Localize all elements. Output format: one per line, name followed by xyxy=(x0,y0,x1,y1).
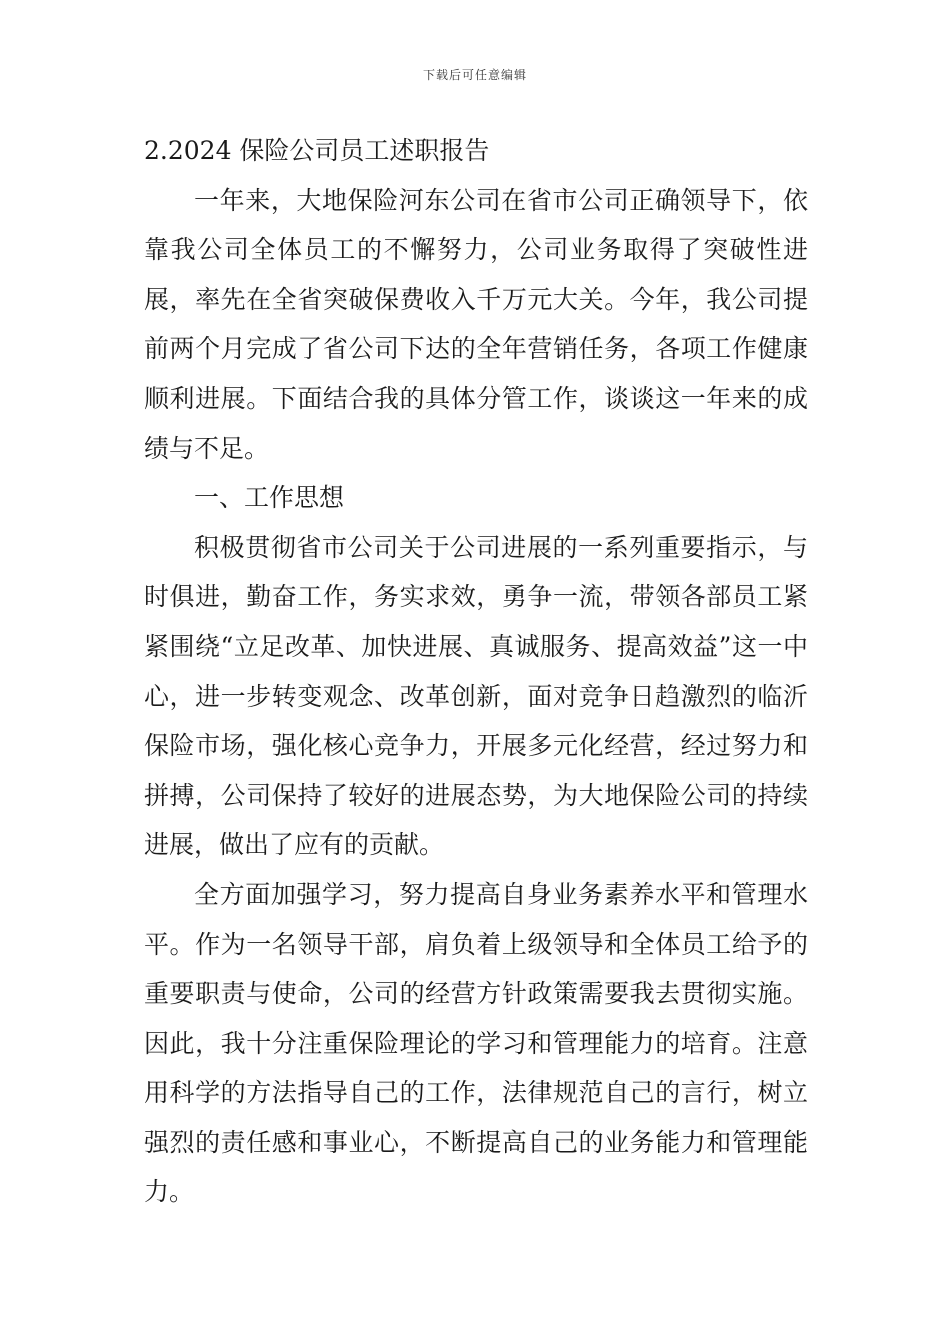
paragraph-intro: 一年来，大地保险河东公司在省市公司正确领导下，依靠我公司全体员工的不懈努力，公司业务取得了突破性进展，率先在全省突破保费收入千万元大关。今年，我公司提前两个月完成了省公司下达的全年营销任务，各项工作健康顺利进展。下面结合我的具体分管工作，谈谈这一年来的成绩与不足。 xyxy=(144,185,808,463)
section-heading-work-thinking: 一、工作思想 xyxy=(194,483,345,513)
paragraph-learning: 全方面加强学习，努力提高自身业务素养水平和管理水平。作为一名领导干部，肩负着上级领导和全体员工给予的重要职责与使命，公司的经营方针政策需要我去贯彻实施。因此，我十分注重保险理论的学习和管理能力的培育。注意用科学的方法指导自己的工作，法律规范自己的言行，树立强烈的责任感和事业心，不断提高自己的业务能力和管理能力。 xyxy=(144,879,808,1207)
page-header-note: 下载后可任意编辑 xyxy=(422,68,527,82)
document-title: 2.2024 保险公司员工述职报告 xyxy=(144,136,490,165)
document-body xyxy=(144,126,808,1217)
paragraph-work-thinking: 积极贯彻省市公司关于公司进展的一系列重要指示，与时俱进，勤奋工作，务实求效，勇争一流，带领各部员工紧紧围绕“立足改革、加快进展、真诚服务、提高效益”这一中心，进一步转变观念、改革创新，面对竞争日趋激烈的临沂保险市场，强化核心竞争力，开展多元化经营，经过努力和拼搏，公司保持了较好的进展态势，为大地保险公司的持续进展，做出了应有的贡献。 xyxy=(144,532,808,860)
